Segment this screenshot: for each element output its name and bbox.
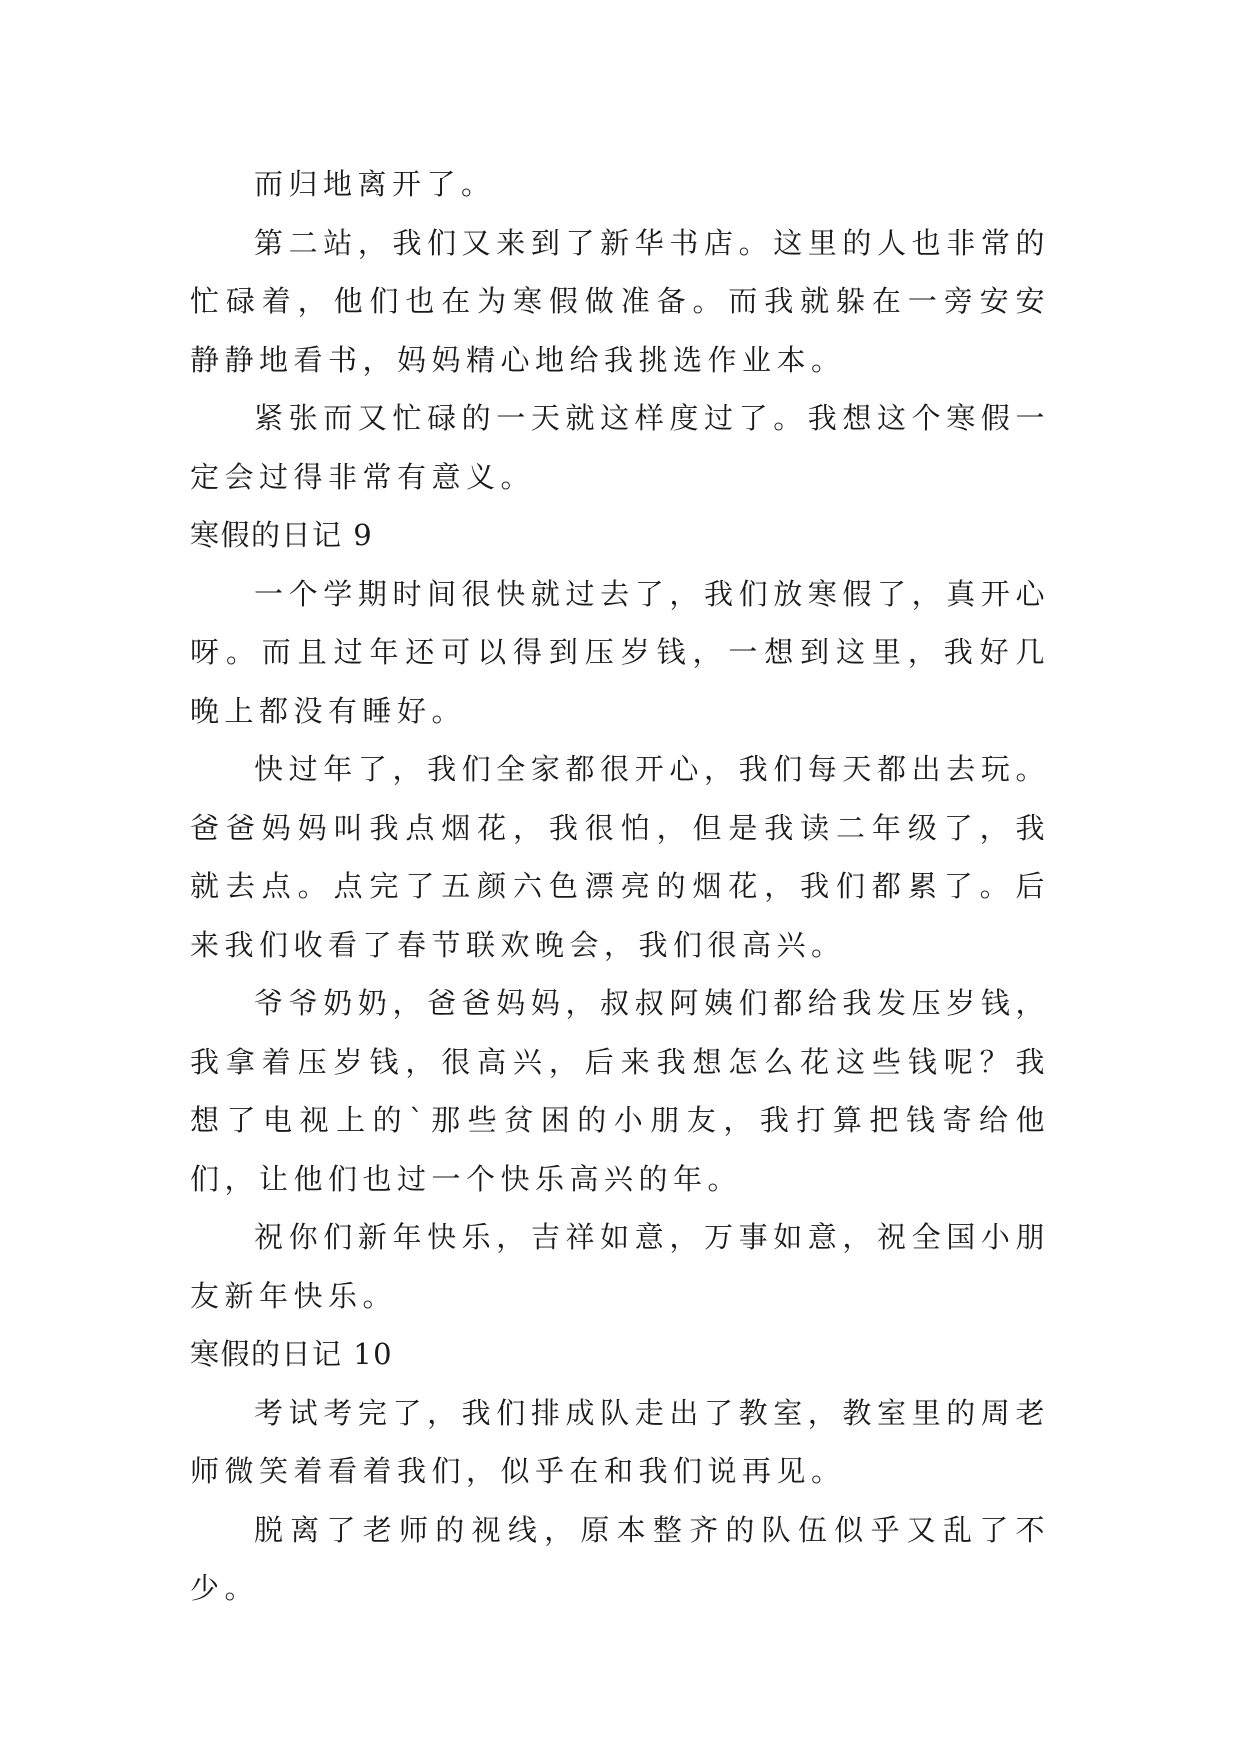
paragraph: 紧张而又忙碌的一天就这样度过了。我想这个寒假一定会过得非常有意义。: [190, 401, 1050, 494]
paragraph: 祝你们新年快乐，吉祥如意，万事如意，祝全国小朋友新年快乐。: [190, 1220, 1050, 1313]
section-heading: 寒假的日记 9: [190, 518, 374, 552]
paragraph: 爷爷奶奶，爸爸妈妈，叔叔阿姨们都给我发压岁钱，我拿着压岁钱，很高兴，后来我想怎么花这些钱呢？我想了电视上的`那些贫困的小朋友，我打算把钱寄给他们，让他们也过一个快乐高兴的年。: [190, 986, 1050, 1196]
paragraph: 考试考完了，我们排成队走出了教室，教室里的周老师微笑着看着我们，似乎在和我们说再见。: [190, 1395, 1050, 1488]
paragraph: 第二站，我们又来到了新华书店。这里的人也非常的忙碌着，他们也在为寒假做准备。而我就躲在一旁安安静静地看书，妈妈精心地给我挑选作业本。: [190, 225, 1050, 377]
paragraph: 快过年了，我们全家都很开心，我们每天都出去玩。爸爸妈妈叫我点烟花，我很怕，但是我读二年级了，我就去点。点完了五颜六色漂亮的烟花，我们都累了。后来我们收看了春节联欢晚会，我们很高兴。: [190, 752, 1050, 962]
paragraph: 而归地离开了。: [254, 167, 496, 201]
document-body: [190, 155, 1050, 1618]
paragraph: 一个学期时间很快就过去了，我们放寒假了，真开心呀。而且过年还可以得到压岁钱，一想到这里，我好几晚上都没有睡好。: [190, 576, 1050, 728]
paragraph: 脱离了老师的视线，原本整齐的队伍似乎又乱了不少。: [190, 1512, 1050, 1605]
section-heading: 寒假的日记 10: [190, 1337, 394, 1371]
